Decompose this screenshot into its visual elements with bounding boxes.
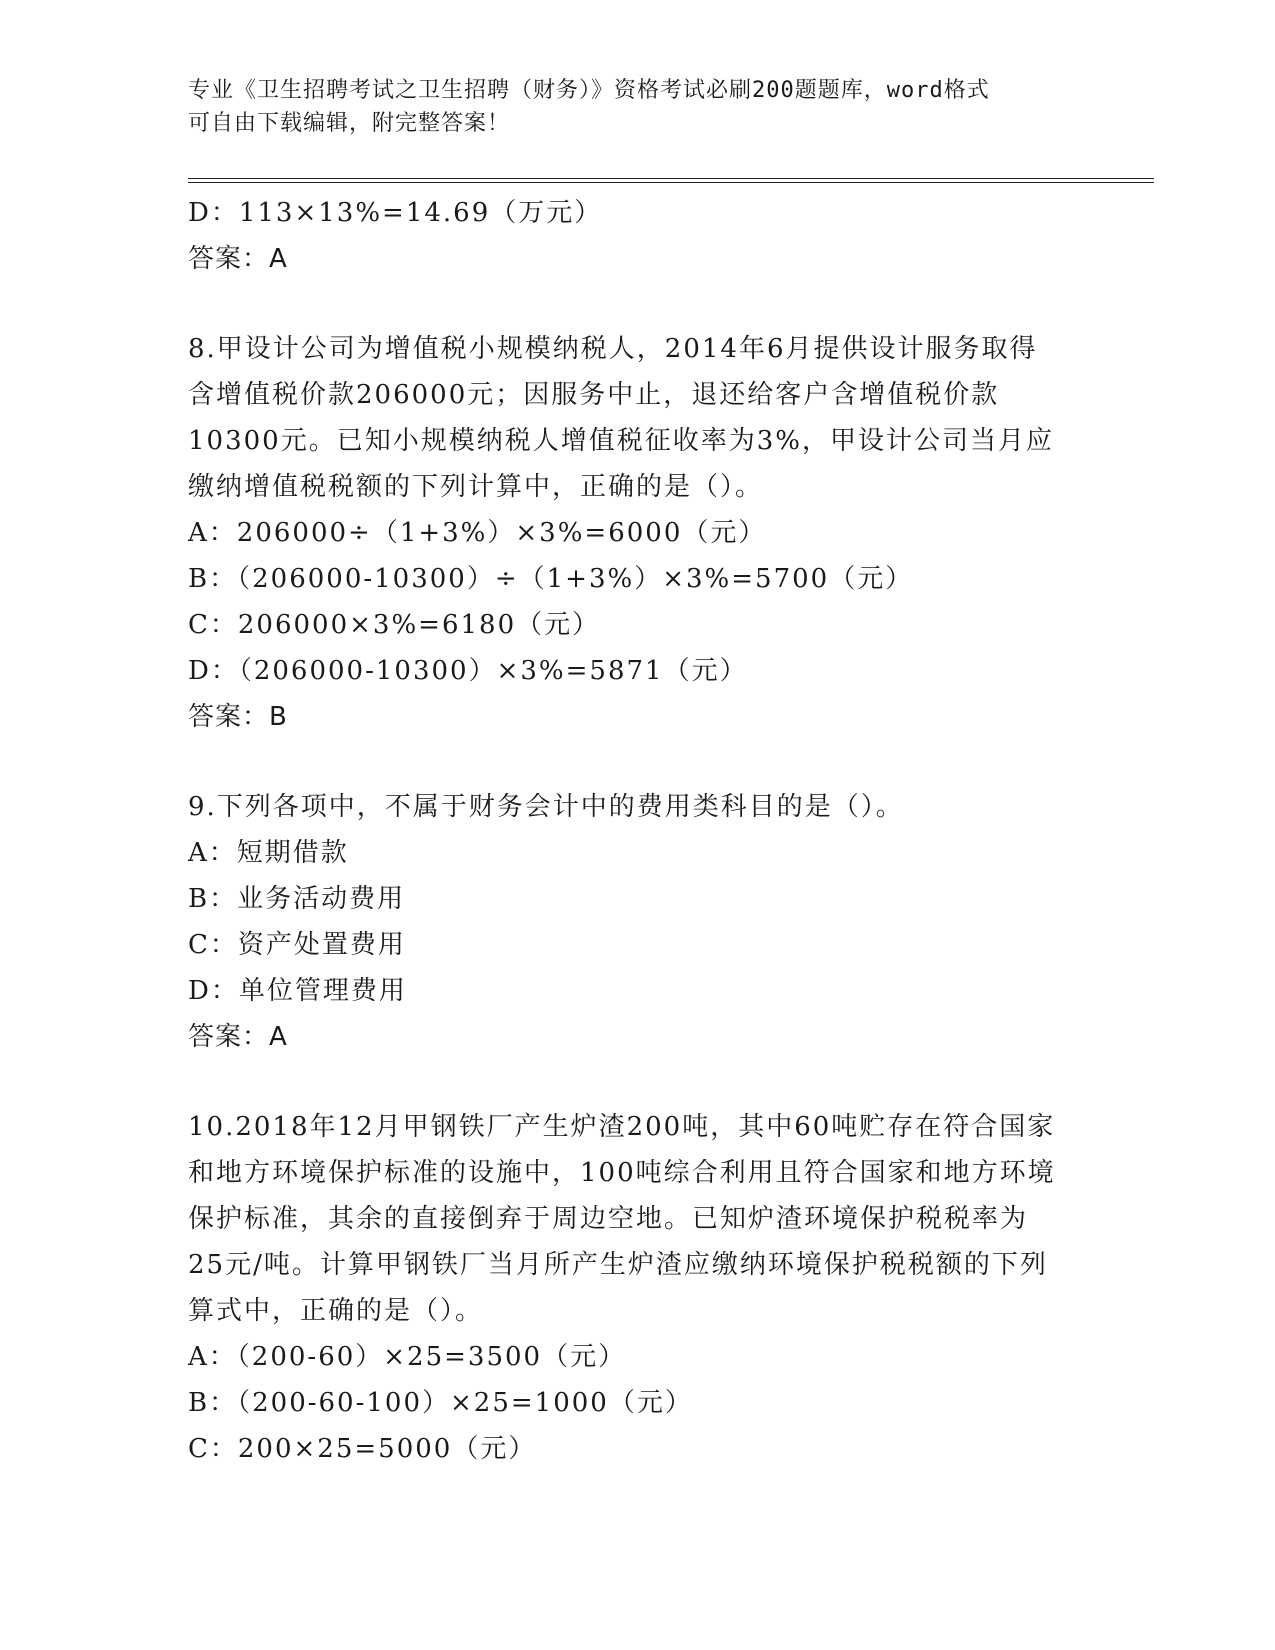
question-stem-line: 含增值税价款206000元；因服务中止，退还给客户含增值税价款 [188, 380, 1000, 410]
option-a: A：短期借款 [188, 838, 349, 868]
question-10 [188, 1104, 1088, 1472]
header-line-2: 可自由下载编辑，附完整答案！ [188, 111, 511, 136]
question-stem-line: 25元/吨。计算甲钢铁厂当月所产生炉渣应缴纳环境保护税税额的下列 [188, 1250, 1048, 1280]
option-d: D：113×13%=14.69（万元） [188, 198, 603, 228]
document-body [188, 190, 1088, 1472]
option-b: B：（200-60-100）×25=1000（元） [188, 1388, 693, 1418]
option-b: B：业务活动费用 [188, 884, 406, 914]
question-stem-line: 算式中，正确的是（）。 [188, 1296, 484, 1326]
option-b: B：（206000-10300）÷（1+3%）×3%=5700（元） [188, 564, 914, 594]
question-stem-line: 保护标准，其余的直接倒弃于周边空地。已知炉渣环境保护税税率为 [188, 1204, 1029, 1234]
question-9 [188, 784, 1088, 1060]
option-d: D：单位管理费用 [188, 976, 407, 1006]
option-c: C：206000×3%=6180（元） [188, 610, 601, 640]
question-stem-line: 10.2018年12月甲钢铁厂产生炉渣200吨，其中60吨贮存在符合国家 [188, 1112, 1056, 1142]
spacer [188, 282, 1088, 326]
header-divider [188, 178, 1154, 183]
question-stem-line: 8.甲设计公司为增值税小规模纳税人，2014年6月提供设计服务取得 [188, 334, 1038, 364]
option-a: A：（200-60）×25=3500（元） [188, 1342, 627, 1372]
option-c: C：资产处置费用 [188, 930, 406, 960]
answer-line: 答案：B [188, 702, 288, 732]
question-8 [188, 326, 1088, 740]
option-c: C：200×25=5000（元） [188, 1434, 537, 1464]
page-header [188, 74, 1088, 140]
question-stem-line: 9.下列各项中，不属于财务会计中的费用类科目的是（）。 [188, 792, 904, 822]
answer-line: 答案：A [188, 1022, 288, 1052]
option-a: A：206000÷（1+3%）×3%=6000（元） [188, 518, 767, 548]
header-line-1: 专业《卫生招聘考试之卫生招聘（财务）》资格考试必刷200题题库，word格式 [188, 78, 990, 103]
answer-line: 答案：A [188, 244, 288, 274]
option-d: D：（206000-10300）×3%=5871（元） [188, 656, 748, 686]
spacer [188, 740, 1088, 784]
spacer [188, 1060, 1088, 1104]
question-stem-line: 缴纳增值税税额的下列计算中，正确的是（）。 [188, 472, 764, 502]
previous-question-tail [188, 190, 1088, 282]
question-stem-line: 10300元。已知小规模纳税人增值税征收率为3%，甲设计公司当月应 [188, 426, 1054, 456]
question-stem-line: 和地方环境保护标准的设施中，100吨综合利用且符合国家和地方环境 [188, 1158, 1056, 1188]
